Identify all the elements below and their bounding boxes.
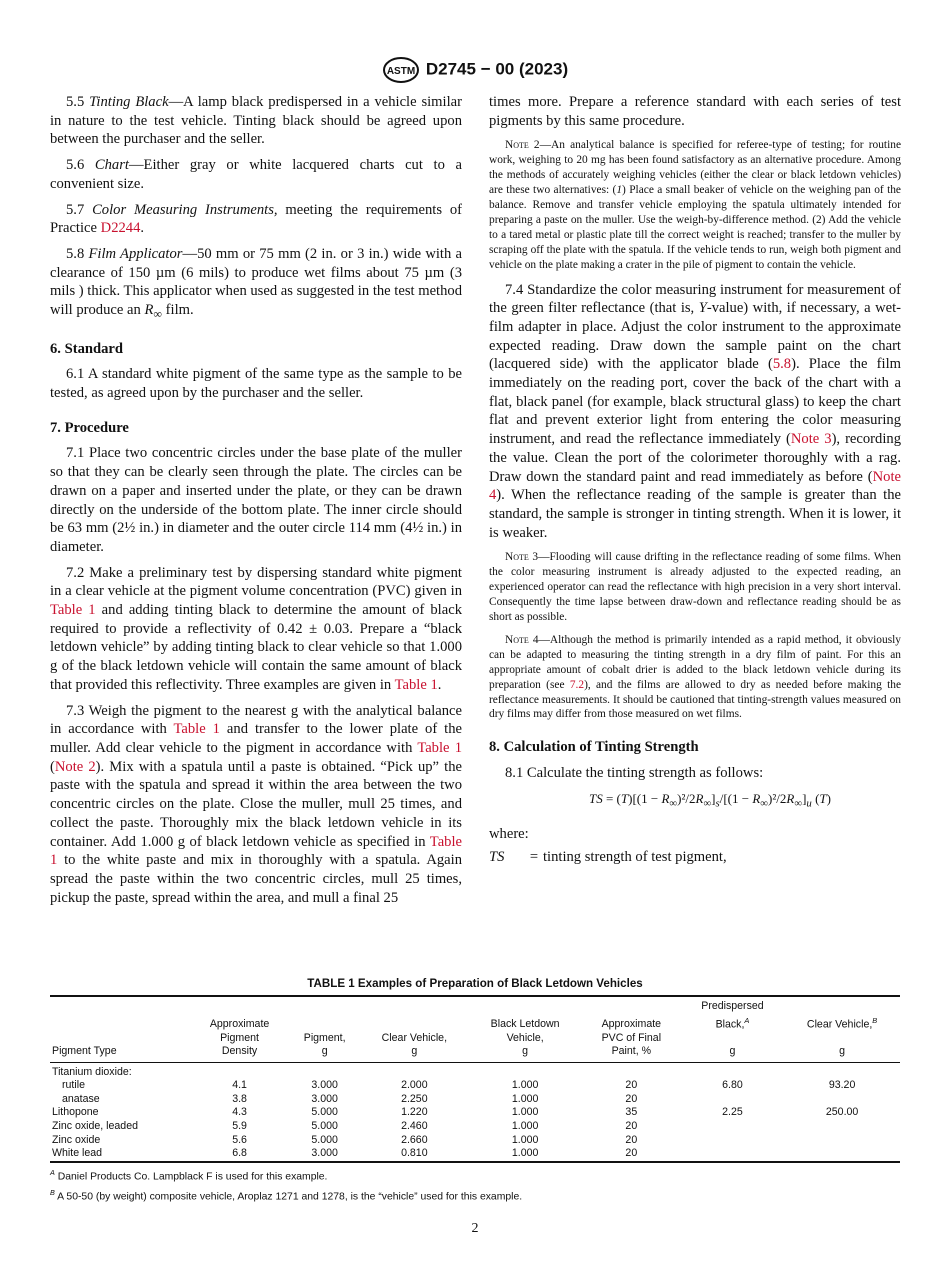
table-footnote (50, 1186, 900, 1203)
text-run: 5.5 (66, 94, 90, 110)
paragraph (50, 201, 462, 238)
text-run: 8. Calculation of Tinting Strength (489, 739, 699, 756)
table-cell: 2.000 (401, 1079, 428, 1092)
text-run: Note (505, 633, 529, 646)
table-cell: 1.000 (511, 1133, 539, 1146)
table-cell: 5.000 (311, 1133, 338, 1146)
text-run: film. (162, 302, 194, 319)
note (489, 550, 901, 625)
table-cell: 4.3 (232, 1106, 247, 1119)
text-run: 5.6 (66, 157, 95, 174)
section-heading (50, 419, 462, 438)
column-header (360, 996, 468, 1062)
table-cell (681, 1147, 784, 1162)
text-run: 7. Procedure (50, 419, 129, 436)
table-cell: 1.220 (401, 1106, 428, 1119)
header-text: g (411, 1045, 418, 1058)
table-row (50, 1147, 900, 1162)
table-cell: 6.8 (232, 1147, 247, 1160)
table-cell (784, 1062, 900, 1079)
header-text: Paint, % (611, 1045, 652, 1058)
footnote-mark: B (872, 1015, 878, 1025)
subscript: ∞ (153, 306, 163, 321)
table-row (50, 1062, 900, 1079)
paragraph (50, 156, 462, 193)
table-cell: 5.9 (232, 1119, 247, 1132)
table-cell: 20 (625, 1079, 638, 1092)
table-cell (681, 1062, 784, 1079)
table-cell: 5.6 (232, 1133, 247, 1146)
table-cell: 20 (625, 1092, 638, 1105)
section-heading (50, 340, 462, 359)
paragraph (489, 764, 901, 783)
text-run: ). When the reflectance reading of the sample is greater than the standard, the sample is stronger in tinting strength. When it is lower, it is weaker. (489, 487, 901, 541)
header-text: Approximate (601, 1018, 662, 1031)
cross-reference-link[interactable]: D2244 (100, 220, 141, 237)
header-text: Vehicle, (506, 1031, 544, 1044)
text-run: 7.3 Weigh the pigment to the nearest g with the analytical balance in accordance with (50, 702, 462, 738)
text-run: Note (505, 551, 529, 564)
paragraph (50, 564, 462, 695)
table-cell: rutile (62, 1079, 85, 1092)
text-run: 1 (616, 184, 623, 197)
table-cell: 2.460 (401, 1119, 428, 1132)
table-cell: 20 (625, 1147, 638, 1160)
text-run: 7.4 Standardize the color measuring instrument for measurement of the green filter reflectance (that is, (489, 281, 901, 317)
column-header (784, 996, 900, 1062)
table-cell (681, 1093, 784, 1107)
text-run: ), recording the value. Clean the port of the colorimeter thoroughly with a rag. Draw down the standard paint and read immediately as before ( (489, 431, 901, 485)
text-run: 2—An analytical balance is specified for referee-type of testing; for routine work, weighing to 20 mg has been found satisfactory as an alternative procedure. Among the methods of accurately weighing vehicles (either the clear or black letdown vehicles) are these two alternatives: ( (489, 139, 901, 197)
table-cell: 20 (625, 1133, 638, 1146)
text-run: Note (505, 139, 529, 152)
header-text: Pigment, (303, 1031, 346, 1044)
astm-logo-icon (382, 56, 420, 84)
section-heading (489, 738, 901, 757)
svg-text:ASTM: ASTM (386, 66, 416, 77)
table-cell: 250.00 (825, 1106, 859, 1119)
column-header (468, 996, 582, 1062)
table-cell: 5.000 (311, 1119, 338, 1132)
table-cell (681, 1120, 784, 1134)
text-run: Chart (94, 157, 129, 174)
table-cell (289, 1062, 360, 1079)
text-run: ), and the films are allowed to dry as needed before making the reflectance measurements. It should be cautioned that tinting-strength values measured on dry films may differ from those measured on wet films. (489, 678, 901, 721)
text-run: Y (698, 300, 707, 317)
table-row (50, 1120, 900, 1134)
page-header (0, 56, 950, 84)
header-text: Clear Vehicle, (806, 1018, 873, 1031)
text-run: R (144, 302, 154, 319)
column-header (289, 996, 360, 1062)
footnote-text: Daniel Products Co. Lampblack F is used for this example. (54, 1171, 328, 1183)
table-cell: 4.1 (232, 1079, 247, 1092)
header-text: Predispersed (701, 1000, 764, 1012)
text-run: -value) with, if necessary, a wet-film adapter in place. Adjust the color instrument to the approximate expected reading. Draw down the sample paint on the chart (lacquered side) with the applicator blade ( (489, 300, 902, 373)
text-run: 7.2 Make a preliminary test by dispersing standard white pigment in a clear vehicle at the pigment volume concentration (PVC) given in (50, 564, 462, 600)
paragraph (489, 93, 901, 130)
cross-reference-link[interactable]: Table 1 (417, 740, 463, 756)
text-run: 8.1 Calculate the tinting strength as follows: (505, 765, 764, 782)
column-header (681, 996, 784, 1062)
table-cell (784, 1120, 900, 1134)
text-run: meeting the requirements of Practice (50, 201, 463, 237)
text-run: —50 mm or 75 mm (2 in. or 3 in.) wide with a clearance of 150 µm (6 mils) to produce wet films about 75 µm (3 mils ) thick. This applicator when used as suggested in the test method will produce an (50, 245, 463, 319)
footnote-mark: B (50, 1188, 55, 1198)
text-run: 5.7 (66, 201, 93, 218)
text-run: ) Place a small beaker of vehicle on the weighing pan of the balance. Remove and transfer vehicle employing the spatula ultimately intended for preparing a paste on the muller. Use the weigh-by-difference method. (2) Add the vehicle to a tared metal or plastic plate till the correct weight is reached; transfer to the muller by scraping off the plate with the spatula. If the vehicle tends to run, weigh both pigment and vehicle on the plate making a crater in the pile of pigment to contain the vehicle. (489, 184, 901, 271)
paragraph (50, 365, 462, 402)
text-run: ( (50, 758, 55, 775)
table-cell: 93.20 (828, 1079, 856, 1092)
table-footnotes (50, 1166, 900, 1204)
text-run: 7.1 Place two concentric circles under the base plate of the muller so that they can be clearly seen through the plate. The circles can be drawn on a paper and inserted under the plate, or they can be drawn directly on the underside of the bottom plate. The inner circle should be 63 mm (2½ in.) in diameter and the outer circle 114 mm (4½ in.) in diameter. (50, 445, 462, 555)
table-cell: Zinc oxide (52, 1133, 101, 1146)
table-cell: 1.000 (511, 1119, 539, 1132)
cross-reference-link[interactable]: Table 1 (50, 833, 462, 869)
paragraph (489, 281, 901, 543)
cross-reference-link[interactable]: Table 1 (394, 676, 438, 693)
paragraph (50, 444, 462, 556)
header-text: Pigment (220, 1031, 259, 1044)
header-text: g (522, 1045, 529, 1058)
footnote-mark: A (50, 1167, 55, 1177)
text-run: and adding tinting black to determine the amount of black required to provide a reflectivity of 0.42 ± 0.03. Prepare a “black letdown vehicle” by adding tinting black to clear vehicle so that 1.000 g of the black letdown vehicle will contain the same amount of black that provided this reflectivity. Three examples are given in (50, 602, 462, 693)
column-header (582, 996, 681, 1062)
note (489, 633, 901, 722)
header-text: g (729, 1045, 736, 1058)
designation: D2745 − 00 (2023) (425, 59, 569, 79)
footnote-text: A 50-50 (by weight) composite vehicle, Aroplaz 1271 and 1278, is the “vehicle” used for this example. (54, 1191, 523, 1203)
text-run: Color Measuring Instruments, (92, 201, 278, 218)
table-row (50, 1079, 900, 1093)
table-title: TABLE 1 Examples of Preparation of Black Letdown Vehicles (307, 977, 643, 990)
table-cell: White lead (52, 1147, 103, 1160)
header-text: g (321, 1045, 328, 1058)
table-cell (784, 1093, 900, 1107)
table-cell: 2.660 (401, 1133, 428, 1146)
table-cell: 0.810 (401, 1147, 428, 1160)
definition-ts: TS = tinting strength of test pigment, (489, 848, 727, 865)
table-cell: 35 (625, 1106, 638, 1119)
cross-reference-link[interactable]: Note 2 (54, 758, 96, 775)
table-cell (360, 1062, 468, 1079)
text-run: to the white paste and mix in thoroughly with a spatula. Again spread the paste within the two concentric circles, mull 25 times, pickup the paste, spread within the area, and mull a final 25 (50, 852, 462, 906)
table-cell (582, 1062, 681, 1079)
text-run: and transfer to the lower plate of the muller. Add clear vehicle to the pigment in accordance with (50, 721, 462, 756)
header-text: Approximate (209, 1018, 270, 1031)
table-cell: 1.000 (511, 1079, 539, 1092)
text-run: 4—Although the method is primarily intended as a rapid method, it obviously can be adapted to measuring the tinting strength in a dry film of paint. For this an appropriate amount of cobalt drier is added to the black letdown vehicle during its preparation (see (489, 633, 901, 691)
left-column (50, 93, 462, 914)
cross-reference-link[interactable]: 7.2 (569, 678, 585, 691)
note (489, 138, 901, 272)
text-run: ). Place the film immediately on the reading port, cover the back of the chart with a flat, black panel (for example, black structural glass) to keep the chart flat and prevent exterior light from entering the color measuring instrument, and read the reflectance immediately ( (489, 356, 901, 448)
header-text: Black, (715, 1018, 745, 1031)
text-run: 5.8 (66, 245, 89, 262)
cross-reference-link[interactable]: Table 1 (173, 721, 220, 738)
table-1 (50, 977, 900, 1204)
header-text: g (839, 1045, 846, 1058)
table-cell: 3.000 (311, 1092, 338, 1105)
table-cell: 1.000 (511, 1106, 539, 1119)
text-run: 6.1 A standard white pigment of the same type as the sample to be tested, as agreed upon by the purchaser and the seller. (50, 366, 462, 402)
table-cell (784, 1147, 900, 1162)
table-cell: 3.000 (311, 1147, 338, 1160)
table-cell (190, 1062, 289, 1079)
text-run: Tinting Black (89, 94, 169, 110)
table-cell: Zinc oxide, leaded (52, 1119, 138, 1132)
header-text: PVC of Final (601, 1031, 662, 1044)
table-cell (681, 1134, 784, 1148)
tinting-strength-formula: TS = $(T)[(1 - R_\infty)^2/2R_\infty]_s/[(1 - R_\infty)^2/2R_\infty]_u$ (T) (588, 790, 831, 810)
table-cell: 5.000 (311, 1106, 338, 1119)
header-text: Density (221, 1045, 258, 1058)
text-run: —A lamp black predispersed in a vehicle similar in nature to the test vehicle. Tinting black should be agreed upon between the purchaser and the seller. (50, 94, 462, 148)
paragraph (50, 93, 462, 149)
text-run: . (437, 676, 442, 693)
text-run: —Either gray or white lacquered charts cut to a convenient size. (50, 157, 463, 192)
table-header-row (50, 996, 900, 1062)
paragraph (50, 702, 462, 908)
table-cell: anatase (62, 1092, 100, 1105)
where-label: where: (489, 826, 529, 843)
paragraph (50, 245, 462, 324)
text-run: . (140, 220, 145, 237)
table-cell: 1.000 (511, 1147, 539, 1160)
table-cell: Lithopone (52, 1106, 99, 1119)
table-cell: Titanium dioxide: (52, 1065, 132, 1078)
page-number: 2 (471, 1221, 479, 1236)
table-cell: 3.8 (232, 1092, 247, 1105)
text-run: ). Mix with a spatula until a paste is obtained. “Pick up” the paste with the spatula and spread it within the area between the two concentric circles on the plate. Close the muller, mull 25 times, and collect the paste. Thoroughly mix the black letdown vehicle in its container. Add 1.000 g of black letdown vehicle as specified in (50, 758, 462, 850)
text-run: Film Applicator (88, 245, 183, 262)
table-cell (468, 1062, 582, 1079)
cross-reference-link[interactable]: Note 4 (489, 468, 901, 504)
header-text: Pigment Type (52, 1045, 117, 1058)
cross-reference-link[interactable]: 5.8 (772, 356, 792, 373)
header-text: Clear Vehicle, (381, 1031, 448, 1044)
cross-reference-link[interactable]: Table 1 (50, 602, 96, 619)
table-cell: 2.250 (401, 1092, 428, 1105)
table-cell: 2.25 (722, 1106, 743, 1119)
right-column (489, 93, 901, 866)
table-cell: 6.80 (722, 1079, 743, 1092)
footnote-mark: A (744, 1015, 750, 1025)
table-cell: 20 (625, 1119, 638, 1132)
table-footnote (50, 1166, 900, 1183)
column-header (50, 996, 190, 1062)
header-text: Black Letdown (490, 1018, 560, 1031)
table-row (50, 1134, 900, 1148)
column-header (190, 996, 289, 1062)
table-cell (784, 1134, 900, 1148)
table-cell: 1.000 (511, 1092, 539, 1105)
table-row (50, 1106, 900, 1120)
text-run: 3—Flooding will cause drifting in the reflectance reading of some films. When the color measuring instrument is already adjusted to the expected reading, an experienced operator can read the reflectance with high precision in a very short interval. Consequently the time lapse between draw-down and reflectance reading should be as short as possible. (489, 551, 901, 624)
cross-reference-link[interactable]: Note 3 (790, 431, 832, 448)
table-row (50, 1093, 900, 1107)
text-run: 6. Standard (50, 340, 123, 357)
table-cell: 3.000 (311, 1079, 338, 1092)
text-run: times more. Prepare a reference standard with each series of test pigments by this same procedure. (489, 94, 901, 129)
